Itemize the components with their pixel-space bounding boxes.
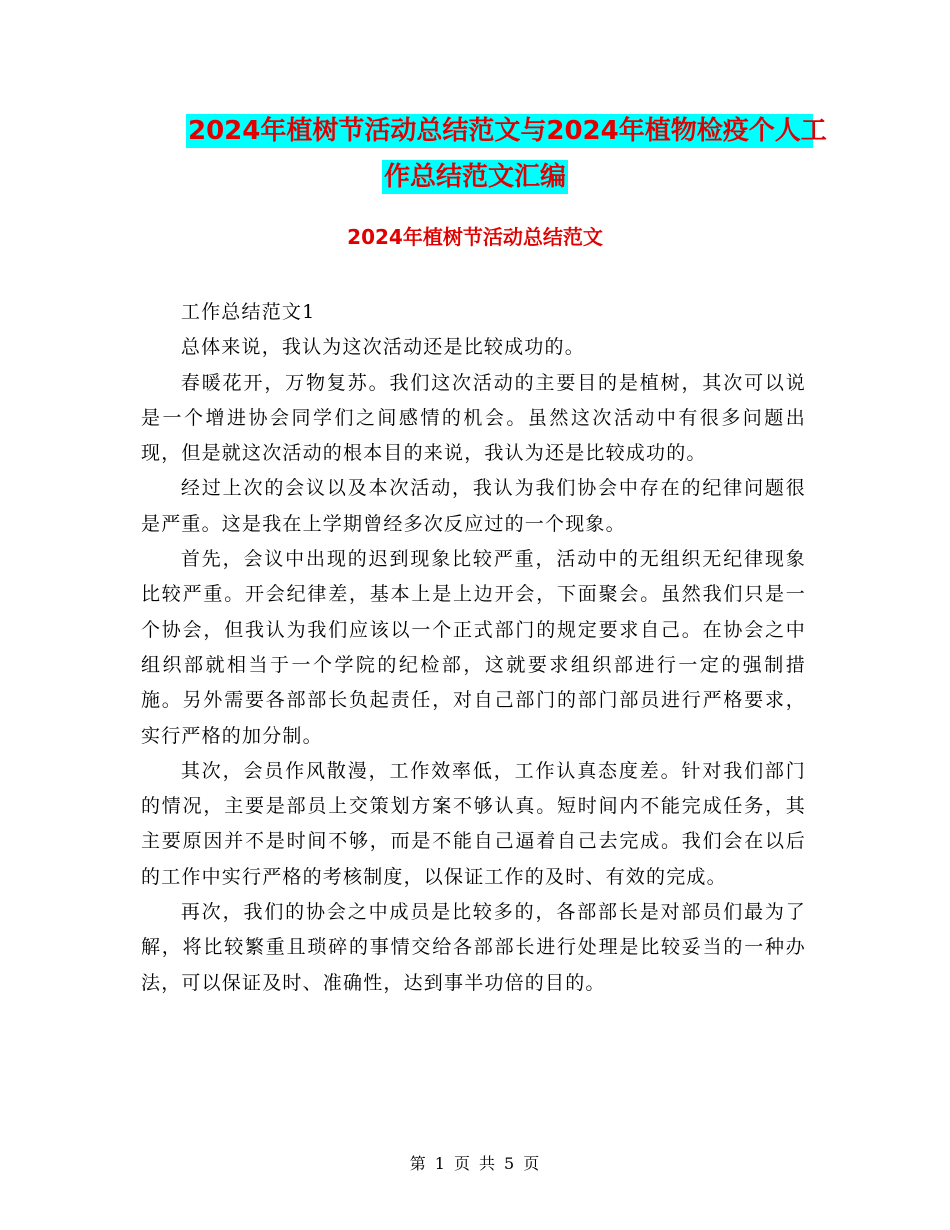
paragraph: 春暖花开，万物复苏。我们这次活动的主要目的是植树，其次可以说是一个增进协会同学们之间感情的机会。虽然这次活动中有很多问题出现，但是就这次活动的根本目的来说，我认为还是比较成功的。 [141,371,806,465]
section-title: 2024年植树节活动总结范文 [347,225,603,249]
document-title-line-2: 作总结范文汇编 [384,162,567,192]
paragraph: 工作总结范文1 [180,301,316,323]
paragraph: 首先，会议中出现的迟到现象比较严重，活动中的无组织无纪律现象比较严重。开会纪律差，基本上是上边开会，下面聚会。虽然我们只是一个协会，但我认为我们应该以一个正式部门的规定要求自己。在协会之中组织部就相当于一个学院的纪检部，这就要求组织部进行一定的强制措施。另外需要各部部长负起责任，对自己部门的部门部员进行严格要求，实行严格的加分制。 [141,548,806,747]
paragraph: 经过上次的会议以及本次活动，我认为我们协会中存在的纪律问题很是严重。这是我在上学期曾经多次反应过的一个现象。 [141,477,806,535]
document-title-line-1: 2024年植树节活动总结范文与2024年植物检疫个人工 [188,116,827,146]
paragraph: 其次，会员作风散漫，工作效率低，工作认真态度差。针对我们部门的情况，主要是部员上交策划方案不够认真。短时间内不能完成任务，其主要原因并不是时间不够，而是不能自己逼着自己去完成。我们会在以后的工作中实行严格的考核制度，以保证工作的及时、有效的完成。 [141,759,806,888]
paragraph: 再次，我们的协会之中成员是比较多的，各部部长是对部员们最为了解，将比较繁重且琐碎的事情交给各部部长进行处理是比较妥当的一种办法，可以保证及时、准确性，达到事半功倍的目的。 [141,901,806,994]
page-number: 1 [434,1154,446,1173]
paragraph: 总体来说，我认为这次活动还是比较成功的。 [180,336,585,359]
total-pages: 5 [504,1154,516,1173]
document-body [141,295,806,1001]
page-footer [0,1153,950,1175]
page-label-mid: 页 [453,1154,471,1173]
page-label-prefix: 第 [409,1154,427,1173]
total-label: 共 [479,1154,497,1173]
page-label-suffix: 页 [523,1154,541,1173]
